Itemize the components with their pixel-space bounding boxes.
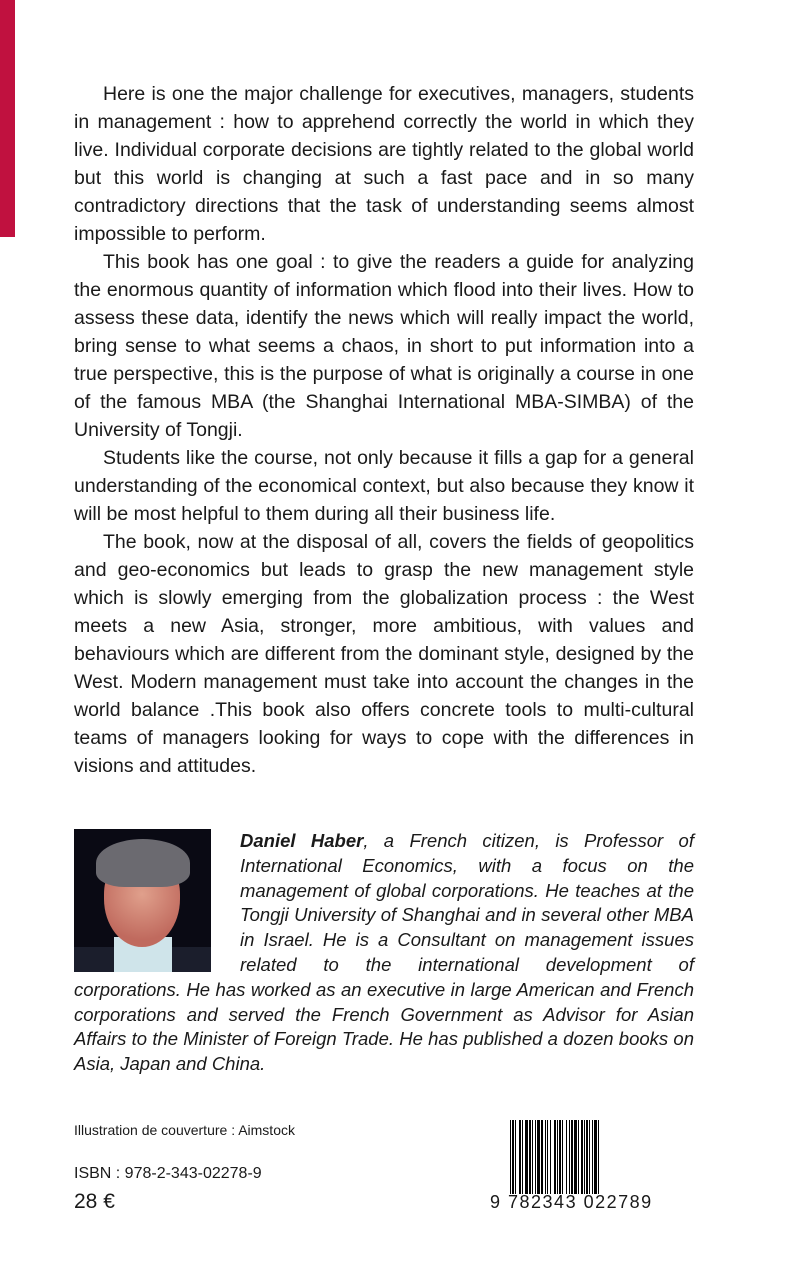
accent-bar [0,0,15,237]
paragraph: The book, now at the disposal of all, covers the fields of geopolitics and geo-economics but leads to grasp the new management style which is slowly emerging from the globalization process : the West meets a new Asia, stronger, more ambitious, with values and behaviours which are different from the dominant style, designed by the West. Modern management must take into account the changes in the world balance .This book also offers concrete tools to multi-cultural teams of managers looking for ways to cope with the differences in visions and attitudes. [74,531,694,777]
author-photo [74,829,211,972]
paragraph: Here is one the major challenge for executives, managers, students in management : how to apprehend correctly the world in which they live. Individual corporate decisions are tightly related to the global world but this world is changing at such a fast pace and in so many contradictory directions that the task of understanding seems almost impossible to perform. [74,83,694,245]
author-bio [74,829,694,1077]
blurb-text [74,80,694,780]
isbn: ISBN : 978-2-343-02278-9 [74,1165,262,1182]
author-bio-text: , a French citizen, is Professor of International Economics, with a focus on the management of global corporations. He teaches at the Tongji University of Shanghai and in several other MBA in Israel. He is a Consultant on management issues related to the international development of corporations. He has worked as an executive in large American and French corporations and served the French Government as Advisor for Asian Affairs to the Minister of Foreign Trade. He has published a dozen books on Asia, Japan and China. [74,830,694,1075]
paragraph: This book has one goal : to give the readers a guide for analyzing the enormous quantity of information which flood into their lives. How to assess these data, identify the news which will really impact the world, bring sense to what seems a chaos, in short to put information into a true perspective, this is the purpose of what is originally a course in one of the famous MBA (the Shanghai International MBA-SIMBA) of the University of Tongji. [74,251,694,441]
cover-credit: Illustration de couverture : Aimstock [74,1122,295,1138]
author-name: Daniel Haber [240,830,364,851]
price: 28 € [74,1190,115,1213]
barcode-number: 9 782343 022789 [490,1192,653,1212]
paragraph: Students like the course, not only because it fills a gap for a general understanding of the economical context, but also because they know it will be most helpful to them during all their business life. [74,447,694,525]
barcode-bars [510,1120,686,1194]
barcode [490,1120,690,1212]
